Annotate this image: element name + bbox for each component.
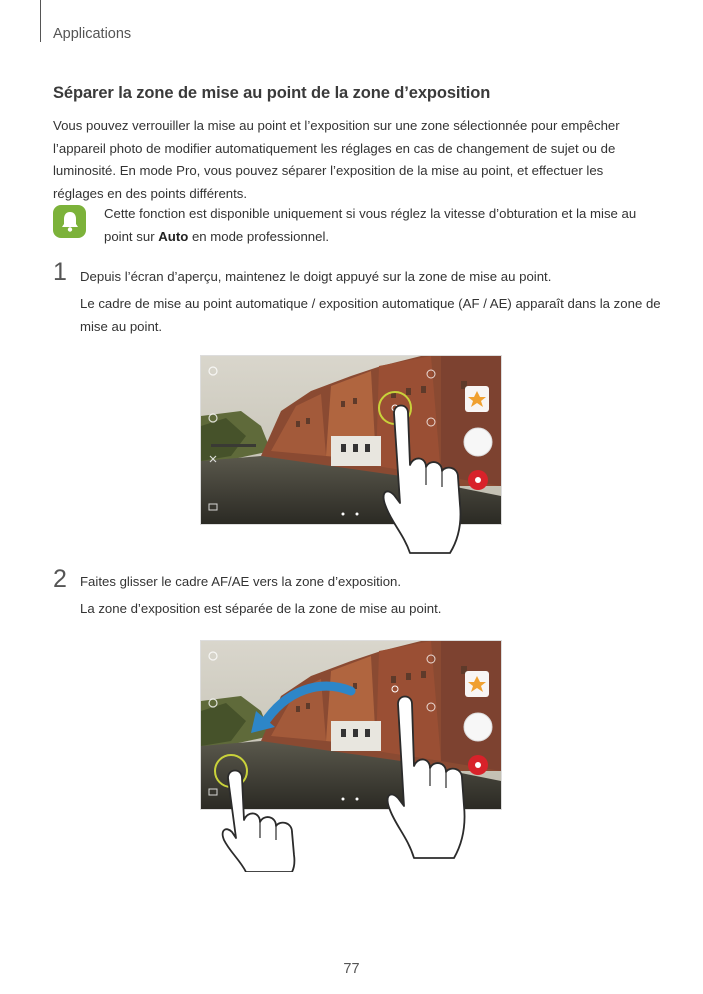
section-header: Applications <box>53 26 132 42</box>
step-2-detail: La zone d’exposition est séparée de la zone de mise au point. <box>80 601 442 616</box>
step-2-instruction: Faites glisser le cadre AF/AE vers la zone d’exposition. <box>80 574 402 589</box>
step-1-detail: Le cadre de mise au point automatique / exposition automatique (AF / AE) apparaît dans la zone de mise au point. <box>80 296 661 334</box>
hand-hold-gesture-icon <box>384 686 494 861</box>
bell-icon <box>53 205 86 238</box>
hand-drag-gesture-icon <box>220 760 320 872</box>
page-title: Séparer la zone de mise au point de la zone d’exposition <box>53 84 491 102</box>
intro-paragraph: Vous pouvez verrouiller la mise au point et l’exposition sur une zone sélectionnée pour empêcher l’appareil photo de modifier automatiquement les réglages en cas de changement de sujet ou de luminosité. En mode Pro, vous pouvez séparer l’exposition de la mise au point, et effectuer les réglages en des points différents. <box>53 118 620 201</box>
auto-keyword: Auto <box>158 228 189 244</box>
step-1-number: 1 <box>53 258 67 286</box>
header-divider <box>40 0 41 42</box>
step-2-number: 2 <box>53 565 67 593</box>
hand-tap-gesture-icon <box>380 395 490 555</box>
note-text: Cette fonction est disponible uniquement si vous réglez la vitesse d’obturation et la mise au point sur Auto en mode professionnel. <box>104 206 637 244</box>
step-1-instruction: Depuis l’écran d’aperçu, maintenez le doigt appuyé sur la zone de mise au point. <box>80 269 552 284</box>
page-number: 77 <box>343 961 360 977</box>
